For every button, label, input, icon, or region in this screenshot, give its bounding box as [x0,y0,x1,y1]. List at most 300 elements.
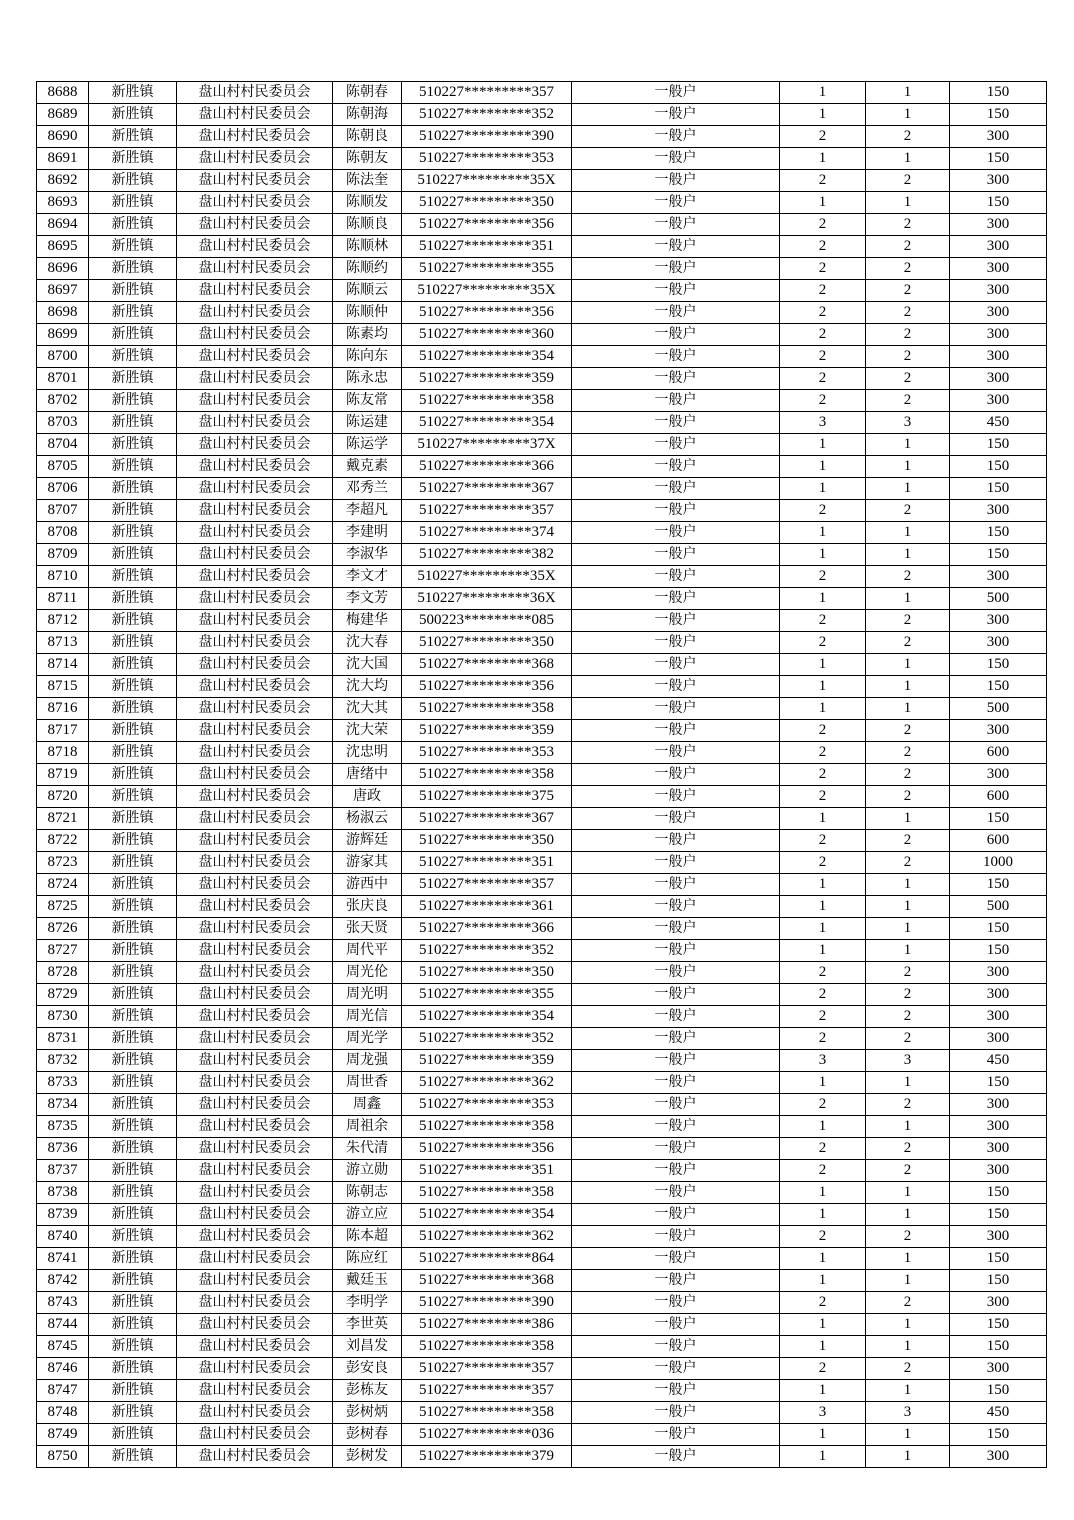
amount-cell: 300 [950,126,1047,148]
id-number-cell: 510227*********367 [402,808,572,830]
household-type-cell: 一般户 [572,1072,780,1094]
amount-cell: 300 [950,302,1047,324]
name-cell: 周光伦 [333,962,402,984]
row-number-cell: 8743 [37,1292,89,1314]
household-type-cell: 一般户 [572,940,780,962]
row-number-cell: 8703 [37,412,89,434]
count-cell: 1 [866,918,950,940]
amount-cell: 300 [950,1292,1047,1314]
amount-cell: 300 [950,390,1047,412]
town-cell: 新胜镇 [89,170,177,192]
household-subsidy-table [36,81,1047,1468]
table-row [37,720,1047,742]
village-committee-cell: 盘山村村民委员会 [177,786,333,808]
table-row [37,918,1047,940]
count-cell: 2 [780,280,866,302]
row-number-cell: 8719 [37,764,89,786]
town-cell: 新胜镇 [89,412,177,434]
name-cell: 沈大春 [333,632,402,654]
town-cell: 新胜镇 [89,236,177,258]
row-number-cell: 8714 [37,654,89,676]
id-number-cell: 510227*********35X [402,280,572,302]
id-number-cell: 510227*********368 [402,654,572,676]
name-cell: 李超凡 [333,500,402,522]
count-cell: 1 [866,654,950,676]
village-committee-cell: 盘山村村民委员会 [177,1094,333,1116]
count-cell: 2 [866,302,950,324]
count-cell: 1 [866,148,950,170]
id-number-cell: 510227*********357 [402,874,572,896]
household-type-cell: 一般户 [572,1402,780,1424]
village-committee-cell: 盘山村村民委员会 [177,478,333,500]
name-cell: 周光明 [333,984,402,1006]
amount-cell: 150 [950,1204,1047,1226]
household-type-cell: 一般户 [572,918,780,940]
table-row [37,478,1047,500]
name-cell: 周鑫 [333,1094,402,1116]
town-cell: 新胜镇 [89,1380,177,1402]
town-cell: 新胜镇 [89,830,177,852]
household-type-cell: 一般户 [572,214,780,236]
table-row [37,962,1047,984]
village-committee-cell: 盘山村村民委员会 [177,1182,333,1204]
table-row [37,346,1047,368]
row-number-cell: 8742 [37,1270,89,1292]
count-cell: 1 [866,1314,950,1336]
household-type-cell: 一般户 [572,346,780,368]
count-cell: 1 [780,544,866,566]
town-cell: 新胜镇 [89,566,177,588]
id-number-cell: 510227*********356 [402,676,572,698]
id-number-cell: 510227*********379 [402,1446,572,1468]
count-cell: 2 [866,236,950,258]
town-cell: 新胜镇 [89,940,177,962]
count-cell: 2 [780,1358,866,1380]
id-number-cell: 510227*********358 [402,1182,572,1204]
count-cell: 2 [780,1006,866,1028]
town-cell: 新胜镇 [89,148,177,170]
table-row [37,1380,1047,1402]
village-committee-cell: 盘山村村民委员会 [177,1446,333,1468]
count-cell: 2 [780,258,866,280]
amount-cell: 150 [950,874,1047,896]
id-number-cell: 510227*********360 [402,324,572,346]
id-number-cell: 510227*********390 [402,126,572,148]
household-type-cell: 一般户 [572,1292,780,1314]
id-number-cell: 510227*********036 [402,1424,572,1446]
count-cell: 1 [780,104,866,126]
count-cell: 2 [866,610,950,632]
table-row [37,522,1047,544]
row-number-cell: 8697 [37,280,89,302]
count-cell: 1 [866,544,950,566]
name-cell: 唐绪中 [333,764,402,786]
table-row [37,742,1047,764]
table-row [37,632,1047,654]
row-number-cell: 8702 [37,390,89,412]
town-cell: 新胜镇 [89,984,177,1006]
count-cell: 3 [780,1402,866,1424]
count-cell: 2 [780,852,866,874]
count-cell: 1 [780,918,866,940]
row-number-cell: 8723 [37,852,89,874]
name-cell: 陈朝良 [333,126,402,148]
row-number-cell: 8705 [37,456,89,478]
id-number-cell: 510227*********357 [402,500,572,522]
town-cell: 新胜镇 [89,742,177,764]
table-row [37,676,1047,698]
town-cell: 新胜镇 [89,588,177,610]
id-number-cell: 510227*********350 [402,962,572,984]
village-committee-cell: 盘山村村民委员会 [177,192,333,214]
amount-cell: 300 [950,764,1047,786]
row-number-cell: 8728 [37,962,89,984]
id-number-cell: 510227*********355 [402,258,572,280]
name-cell: 彭树炳 [333,1402,402,1424]
table-row [37,258,1047,280]
name-cell: 周龙强 [333,1050,402,1072]
village-committee-cell: 盘山村村民委员会 [177,1248,333,1270]
household-type-cell: 一般户 [572,456,780,478]
count-cell: 1 [866,896,950,918]
household-type-cell: 一般户 [572,632,780,654]
count-cell: 2 [866,280,950,302]
name-cell: 陈朝友 [333,148,402,170]
amount-cell: 300 [950,1160,1047,1182]
table-row [37,544,1047,566]
id-number-cell: 510227*********362 [402,1072,572,1094]
id-number-cell: 510227*********362 [402,1226,572,1248]
count-cell: 1 [866,456,950,478]
count-cell: 2 [780,170,866,192]
household-type-cell: 一般户 [572,698,780,720]
name-cell: 李淑华 [333,544,402,566]
id-number-cell: 510227*********366 [402,456,572,478]
name-cell: 彭树发 [333,1446,402,1468]
village-committee-cell: 盘山村村民委员会 [177,104,333,126]
table-row [37,1006,1047,1028]
town-cell: 新胜镇 [89,1226,177,1248]
name-cell: 刘昌发 [333,1336,402,1358]
table-row [37,566,1047,588]
id-number-cell: 510227*********353 [402,148,572,170]
count-cell: 2 [866,126,950,148]
town-cell: 新胜镇 [89,852,177,874]
count-cell: 2 [780,566,866,588]
household-type-cell: 一般户 [572,368,780,390]
table-row [37,786,1047,808]
village-committee-cell: 盘山村村民委员会 [177,368,333,390]
count-cell: 1 [866,1270,950,1292]
town-cell: 新胜镇 [89,192,177,214]
count-cell: 1 [866,1248,950,1270]
household-type-cell: 一般户 [572,786,780,808]
town-cell: 新胜镇 [89,1314,177,1336]
household-type-cell: 一般户 [572,610,780,632]
village-committee-cell: 盘山村村民委员会 [177,544,333,566]
count-cell: 1 [780,940,866,962]
row-number-cell: 8716 [37,698,89,720]
amount-cell: 450 [950,1050,1047,1072]
household-type-cell: 一般户 [572,500,780,522]
count-cell: 1 [866,1336,950,1358]
table-row [37,852,1047,874]
count-cell: 1 [780,1336,866,1358]
id-number-cell: 500223*********085 [402,610,572,632]
id-number-cell: 510227*********356 [402,302,572,324]
count-cell: 2 [866,764,950,786]
id-number-cell: 510227*********35X [402,170,572,192]
count-cell: 1 [866,1446,950,1468]
household-type-cell: 一般户 [572,1006,780,1028]
town-cell: 新胜镇 [89,808,177,830]
amount-cell: 600 [950,786,1047,808]
household-type-cell: 一般户 [572,412,780,434]
amount-cell: 150 [950,522,1047,544]
town-cell: 新胜镇 [89,764,177,786]
village-committee-cell: 盘山村村民委员会 [177,1226,333,1248]
town-cell: 新胜镇 [89,610,177,632]
household-type-cell: 一般户 [572,1380,780,1402]
village-committee-cell: 盘山村村民委员会 [177,1380,333,1402]
row-number-cell: 8720 [37,786,89,808]
amount-cell: 300 [950,170,1047,192]
household-type-cell: 一般户 [572,544,780,566]
id-number-cell: 510227*********354 [402,1006,572,1028]
household-type-cell: 一般户 [572,104,780,126]
amount-cell: 500 [950,698,1047,720]
name-cell: 沈大国 [333,654,402,676]
town-cell: 新胜镇 [89,82,177,104]
household-type-cell: 一般户 [572,1116,780,1138]
village-committee-cell: 盘山村村民委员会 [177,324,333,346]
town-cell: 新胜镇 [89,544,177,566]
household-type-cell: 一般户 [572,1314,780,1336]
town-cell: 新胜镇 [89,1050,177,1072]
count-cell: 2 [780,786,866,808]
household-type-cell: 一般户 [572,522,780,544]
count-cell: 2 [866,1006,950,1028]
count-cell: 2 [780,324,866,346]
amount-cell: 500 [950,588,1047,610]
household-type-cell: 一般户 [572,1226,780,1248]
village-committee-cell: 盘山村村民委员会 [177,434,333,456]
village-committee-cell: 盘山村村民委员会 [177,632,333,654]
row-number-cell: 8732 [37,1050,89,1072]
count-cell: 1 [780,1446,866,1468]
village-committee-cell: 盘山村村民委员会 [177,1050,333,1072]
town-cell: 新胜镇 [89,1072,177,1094]
id-number-cell: 510227*********352 [402,104,572,126]
village-committee-cell: 盘山村村民委员会 [177,830,333,852]
amount-cell: 300 [950,368,1047,390]
name-cell: 陈朝海 [333,104,402,126]
name-cell: 陈运学 [333,434,402,456]
name-cell: 陈友常 [333,390,402,412]
table-row [37,126,1047,148]
name-cell: 陈顺林 [333,236,402,258]
name-cell: 陈永忠 [333,368,402,390]
village-committee-cell: 盘山村村民委员会 [177,148,333,170]
household-type-cell: 一般户 [572,588,780,610]
table-row [37,896,1047,918]
count-cell: 2 [780,830,866,852]
name-cell: 陈顺仲 [333,302,402,324]
row-number-cell: 8748 [37,1402,89,1424]
count-cell: 1 [780,434,866,456]
town-cell: 新胜镇 [89,654,177,676]
village-committee-cell: 盘山村村民委员会 [177,126,333,148]
village-committee-cell: 盘山村村民委员会 [177,566,333,588]
table-row [37,1050,1047,1072]
village-committee-cell: 盘山村村民委员会 [177,522,333,544]
id-number-cell: 510227*********35X [402,566,572,588]
count-cell: 2 [780,500,866,522]
amount-cell: 450 [950,1402,1047,1424]
town-cell: 新胜镇 [89,1138,177,1160]
count-cell: 1 [866,698,950,720]
row-number-cell: 8692 [37,170,89,192]
count-cell: 2 [780,1292,866,1314]
amount-cell: 300 [950,1358,1047,1380]
household-type-cell: 一般户 [572,742,780,764]
amount-cell: 300 [950,214,1047,236]
village-committee-cell: 盘山村村民委员会 [177,896,333,918]
count-cell: 1 [866,434,950,456]
table-row [37,1138,1047,1160]
row-number-cell: 8706 [37,478,89,500]
count-cell: 2 [780,1094,866,1116]
table-row [37,500,1047,522]
count-cell: 2 [866,984,950,1006]
town-cell: 新胜镇 [89,1182,177,1204]
amount-cell: 300 [950,984,1047,1006]
table-row [37,82,1047,104]
amount-cell: 300 [950,324,1047,346]
count-cell: 1 [780,874,866,896]
household-type-cell: 一般户 [572,192,780,214]
name-cell: 陈向东 [333,346,402,368]
village-committee-cell: 盘山村村民委员会 [177,940,333,962]
name-cell: 唐政 [333,786,402,808]
town-cell: 新胜镇 [89,302,177,324]
table-row [37,434,1047,456]
count-cell: 2 [780,1160,866,1182]
town-cell: 新胜镇 [89,1270,177,1292]
household-type-cell: 一般户 [572,82,780,104]
table-row [37,1072,1047,1094]
count-cell: 1 [866,676,950,698]
village-committee-cell: 盘山村村民委员会 [177,1402,333,1424]
name-cell: 游家其 [333,852,402,874]
village-committee-cell: 盘山村村民委员会 [177,720,333,742]
count-cell: 2 [780,742,866,764]
amount-cell: 300 [950,566,1047,588]
name-cell: 陈朝志 [333,1182,402,1204]
count-cell: 2 [780,610,866,632]
name-cell: 陈顺发 [333,192,402,214]
count-cell: 1 [866,1204,950,1226]
village-committee-cell: 盘山村村民委员会 [177,258,333,280]
id-number-cell: 510227*********358 [402,390,572,412]
table-row [37,1094,1047,1116]
amount-cell: 150 [950,456,1047,478]
row-number-cell: 8726 [37,918,89,940]
name-cell: 陈朝春 [333,82,402,104]
row-number-cell: 8696 [37,258,89,280]
village-committee-cell: 盘山村村民委员会 [177,742,333,764]
name-cell: 沈大荣 [333,720,402,742]
count-cell: 2 [866,1028,950,1050]
id-number-cell: 510227*********382 [402,544,572,566]
village-committee-cell: 盘山村村民委员会 [177,962,333,984]
count-cell: 2 [866,1138,950,1160]
town-cell: 新胜镇 [89,434,177,456]
count-cell: 2 [780,764,866,786]
household-type-cell: 一般户 [572,1446,780,1468]
table-row [37,1314,1047,1336]
row-number-cell: 8738 [37,1182,89,1204]
amount-cell: 150 [950,1072,1047,1094]
town-cell: 新胜镇 [89,104,177,126]
household-type-cell: 一般户 [572,148,780,170]
amount-cell: 300 [950,632,1047,654]
count-cell: 1 [780,1270,866,1292]
table-row [37,698,1047,720]
village-committee-cell: 盘山村村民委员会 [177,1204,333,1226]
name-cell: 张天贤 [333,918,402,940]
amount-cell: 150 [950,192,1047,214]
count-cell: 1 [866,478,950,500]
town-cell: 新胜镇 [89,280,177,302]
id-number-cell: 510227*********350 [402,192,572,214]
id-number-cell: 510227*********390 [402,1292,572,1314]
row-number-cell: 8746 [37,1358,89,1380]
village-committee-cell: 盘山村村民委员会 [177,302,333,324]
name-cell: 周光信 [333,1006,402,1028]
table-row [37,1292,1047,1314]
row-number-cell: 8691 [37,148,89,170]
amount-cell: 150 [950,104,1047,126]
village-committee-cell: 盘山村村民委员会 [177,1358,333,1380]
count-cell: 1 [780,148,866,170]
name-cell: 李文芳 [333,588,402,610]
village-committee-cell: 盘山村村民委员会 [177,610,333,632]
table-row [37,984,1047,1006]
id-number-cell: 510227*********351 [402,236,572,258]
name-cell: 周世香 [333,1072,402,1094]
id-number-cell: 510227*********368 [402,1270,572,1292]
count-cell: 2 [780,1028,866,1050]
count-cell: 1 [780,1314,866,1336]
id-number-cell: 510227*********354 [402,1204,572,1226]
town-cell: 新胜镇 [89,698,177,720]
table-row [37,1358,1047,1380]
village-committee-cell: 盘山村村民委员会 [177,346,333,368]
town-cell: 新胜镇 [89,258,177,280]
table-row [37,390,1047,412]
amount-cell: 150 [950,654,1047,676]
name-cell: 周代平 [333,940,402,962]
name-cell: 陈本超 [333,1226,402,1248]
household-type-cell: 一般户 [572,1160,780,1182]
table-row [37,214,1047,236]
id-number-cell: 510227*********359 [402,720,572,742]
household-type-cell: 一般户 [572,874,780,896]
row-number-cell: 8722 [37,830,89,852]
id-number-cell: 510227*********356 [402,214,572,236]
count-cell: 1 [866,1424,950,1446]
